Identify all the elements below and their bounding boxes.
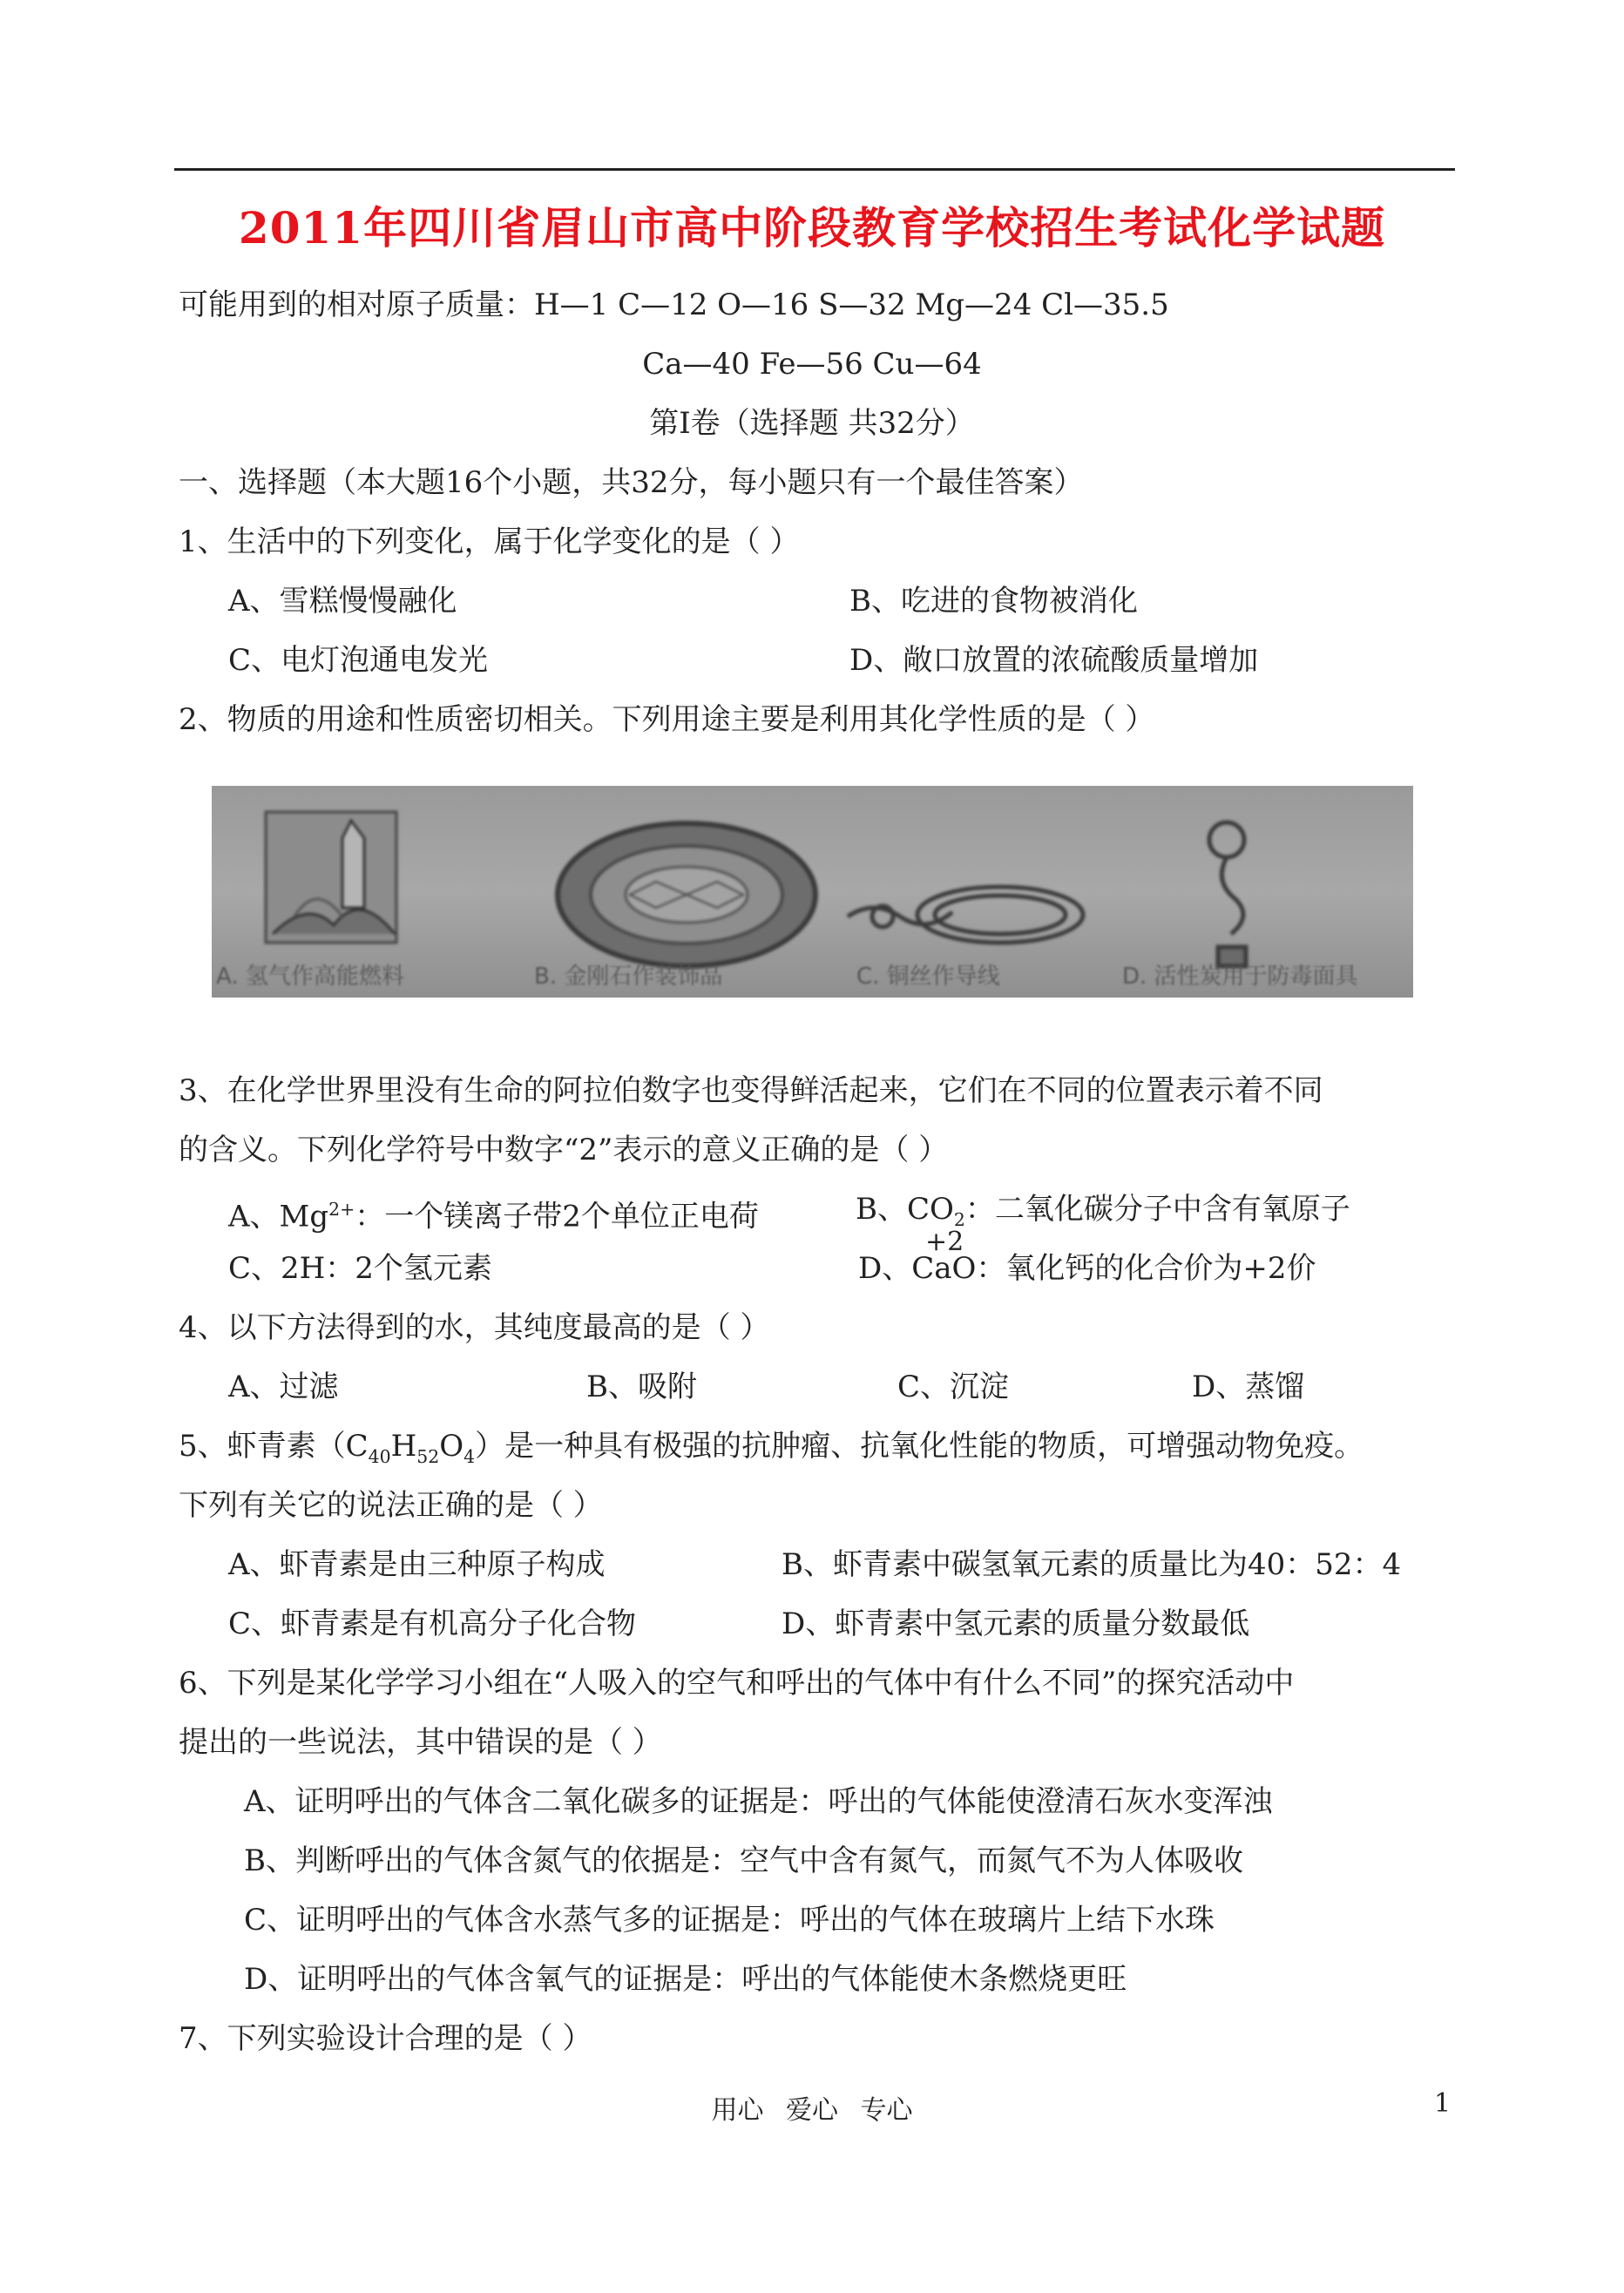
atomic-mass-line-2: Ca—40 Fe—56 Cu—64: [642, 347, 982, 382]
q6-option-b: B、判断呼出的气体含氮气的依据是：空气中含有氮气，而氮气不为人体吸收: [244, 1843, 1243, 1878]
q4-option-c: C、沉淀: [897, 1370, 1010, 1404]
q1-option-c: C、电灯泡通电发光: [228, 643, 489, 678]
atomic-mass-line-1: 可能用到的相对原子质量：H—1 C—12 O—16 S—32 Mg—24 Cl—35.5: [179, 287, 1169, 322]
copper-wire-image: [848, 887, 1083, 943]
q5-o-symbol: O: [439, 1429, 464, 1464]
q5-stem-line-1: [179, 1429, 1363, 1474]
q6-stem-line-2: 提出的一些说法，其中错误的是（ ）: [179, 1725, 662, 1760]
part-heading: 一、选择题（本大题16个小题，共32分，每小题只有一个最佳答案）: [179, 465, 1084, 500]
q3-b-subscript: 2: [953, 1208, 965, 1230]
q4-stem: 4、以下方法得到的水，其纯度最高的是（ ）: [179, 1310, 770, 1345]
q2-caption-d: D. 活性炭用于防毒面具: [1122, 964, 1358, 990]
footer-motto: 用心 爱心 专心: [711, 2095, 913, 2126]
q5-h-symbol: H: [390, 1429, 417, 1464]
page-title: 2011年四川省眉山市高中阶段教育学校招生考试化学试题: [238, 202, 1386, 254]
q5-c-count: 40: [368, 1445, 391, 1467]
rocket-launch-image: [266, 812, 396, 943]
q5-stem-line-2: 下列有关它的说法正确的是（ ）: [179, 1488, 603, 1523]
q6-option-a: A、证明呼出的气体含二氧化碳多的证据是：呼出的气体能使澄清石灰水变浑浊: [244, 1784, 1273, 1819]
q5-option-a: A、虾青素是由三种原子构成: [228, 1547, 606, 1582]
q3-stem-line-2: 的含义。下列化学符号中数字“2”表示的意义正确的是（ ）: [179, 1133, 949, 1167]
q5-option-c: C、虾青素是有机高分子化合物: [228, 1606, 637, 1641]
q5-h-count: 52: [416, 1445, 440, 1467]
q1-stem: 1、生活中的下列变化，属于化学变化的是（ ）: [179, 524, 800, 559]
q2-caption-b: B. 金刚石作装饰品: [534, 964, 723, 990]
q4-option-b: B、吸附: [586, 1370, 697, 1404]
gas-mask-image: [1209, 822, 1246, 966]
q2-caption-c: C. 铜丝作导线: [856, 964, 1000, 990]
q3-option-d: D、CaO：氧化钙的化合价为+2价: [858, 1251, 1316, 1286]
q5-stem-rest: ）是一种具有极强的抗肿瘤、抗氧化性能的物质，可增强动物免疫。: [475, 1429, 1364, 1464]
q5-prefix: 5、虾青素（C: [179, 1429, 369, 1464]
q3-b-text: ：二氧化碳分子中含有氧原子: [964, 1192, 1350, 1227]
q3-b-prefix: B、CO: [856, 1192, 954, 1227]
header-rule: [174, 168, 1455, 171]
q1-option-a: A、雪糕慢慢融化: [228, 584, 457, 619]
q3-a-text: ：一个镁离子带2个单位正电荷: [355, 1199, 759, 1234]
q3-d-valence-mark: +2: [925, 1227, 964, 1257]
q3-stem-line-1: 3、在化学世界里没有生命的阿拉伯数字也变得鲜活起来，它们在不同的位置表示着不同: [179, 1073, 1323, 1108]
q2-figure: [212, 786, 1413, 998]
diamond-ornament-image: [558, 823, 815, 966]
q2-stem: 2、物质的用途和性质密切相关。下列用途主要是利用其化学性质的是（ ）: [179, 702, 1155, 737]
q3-option-c: C、2H：2个氢元素: [228, 1251, 492, 1286]
q5-o-count: 4: [464, 1445, 476, 1467]
page-number: 1: [1434, 2088, 1451, 2119]
q4-option-d: D、蒸馏: [1192, 1370, 1305, 1404]
q1-option-b: B、吃进的食物被消化: [849, 584, 1138, 619]
q6-option-d: D、证明呼出的气体含氧气的证据是：呼出的气体能使木条燃烧更旺: [244, 1962, 1127, 1997]
q1-option-d: D、敞口放置的浓硫酸质量增加: [849, 643, 1259, 678]
q6-stem-line-1: 6、下列是某化学学习小组在“人吸入的空气和呼出的气体中有什么不同”的探究活动中: [179, 1666, 1295, 1701]
q5-option-d: D、虾青素中氢元素的质量分数最低: [782, 1606, 1250, 1641]
q3-option-a: [228, 1192, 759, 1234]
q4-option-a: A、过滤: [228, 1370, 339, 1404]
section-title: 第Ⅰ卷（选择题 共32分）: [649, 406, 975, 441]
q3-a-prefix: A、Mg: [228, 1199, 329, 1234]
q7-stem: 7、下列实验设计合理的是（ ）: [179, 2021, 592, 2056]
q5-option-b: B、虾青素中碳氢氧元素的质量比为40：52：4: [782, 1547, 1402, 1582]
q3-a-superscript: 2+: [328, 1199, 355, 1220]
q6-option-c: C、证明呼出的气体含水蒸气多的证据是：呼出的气体在玻璃片上结下水珠: [244, 1903, 1215, 1938]
q2-caption-a: A. 氢气作高能燃料: [216, 964, 404, 990]
